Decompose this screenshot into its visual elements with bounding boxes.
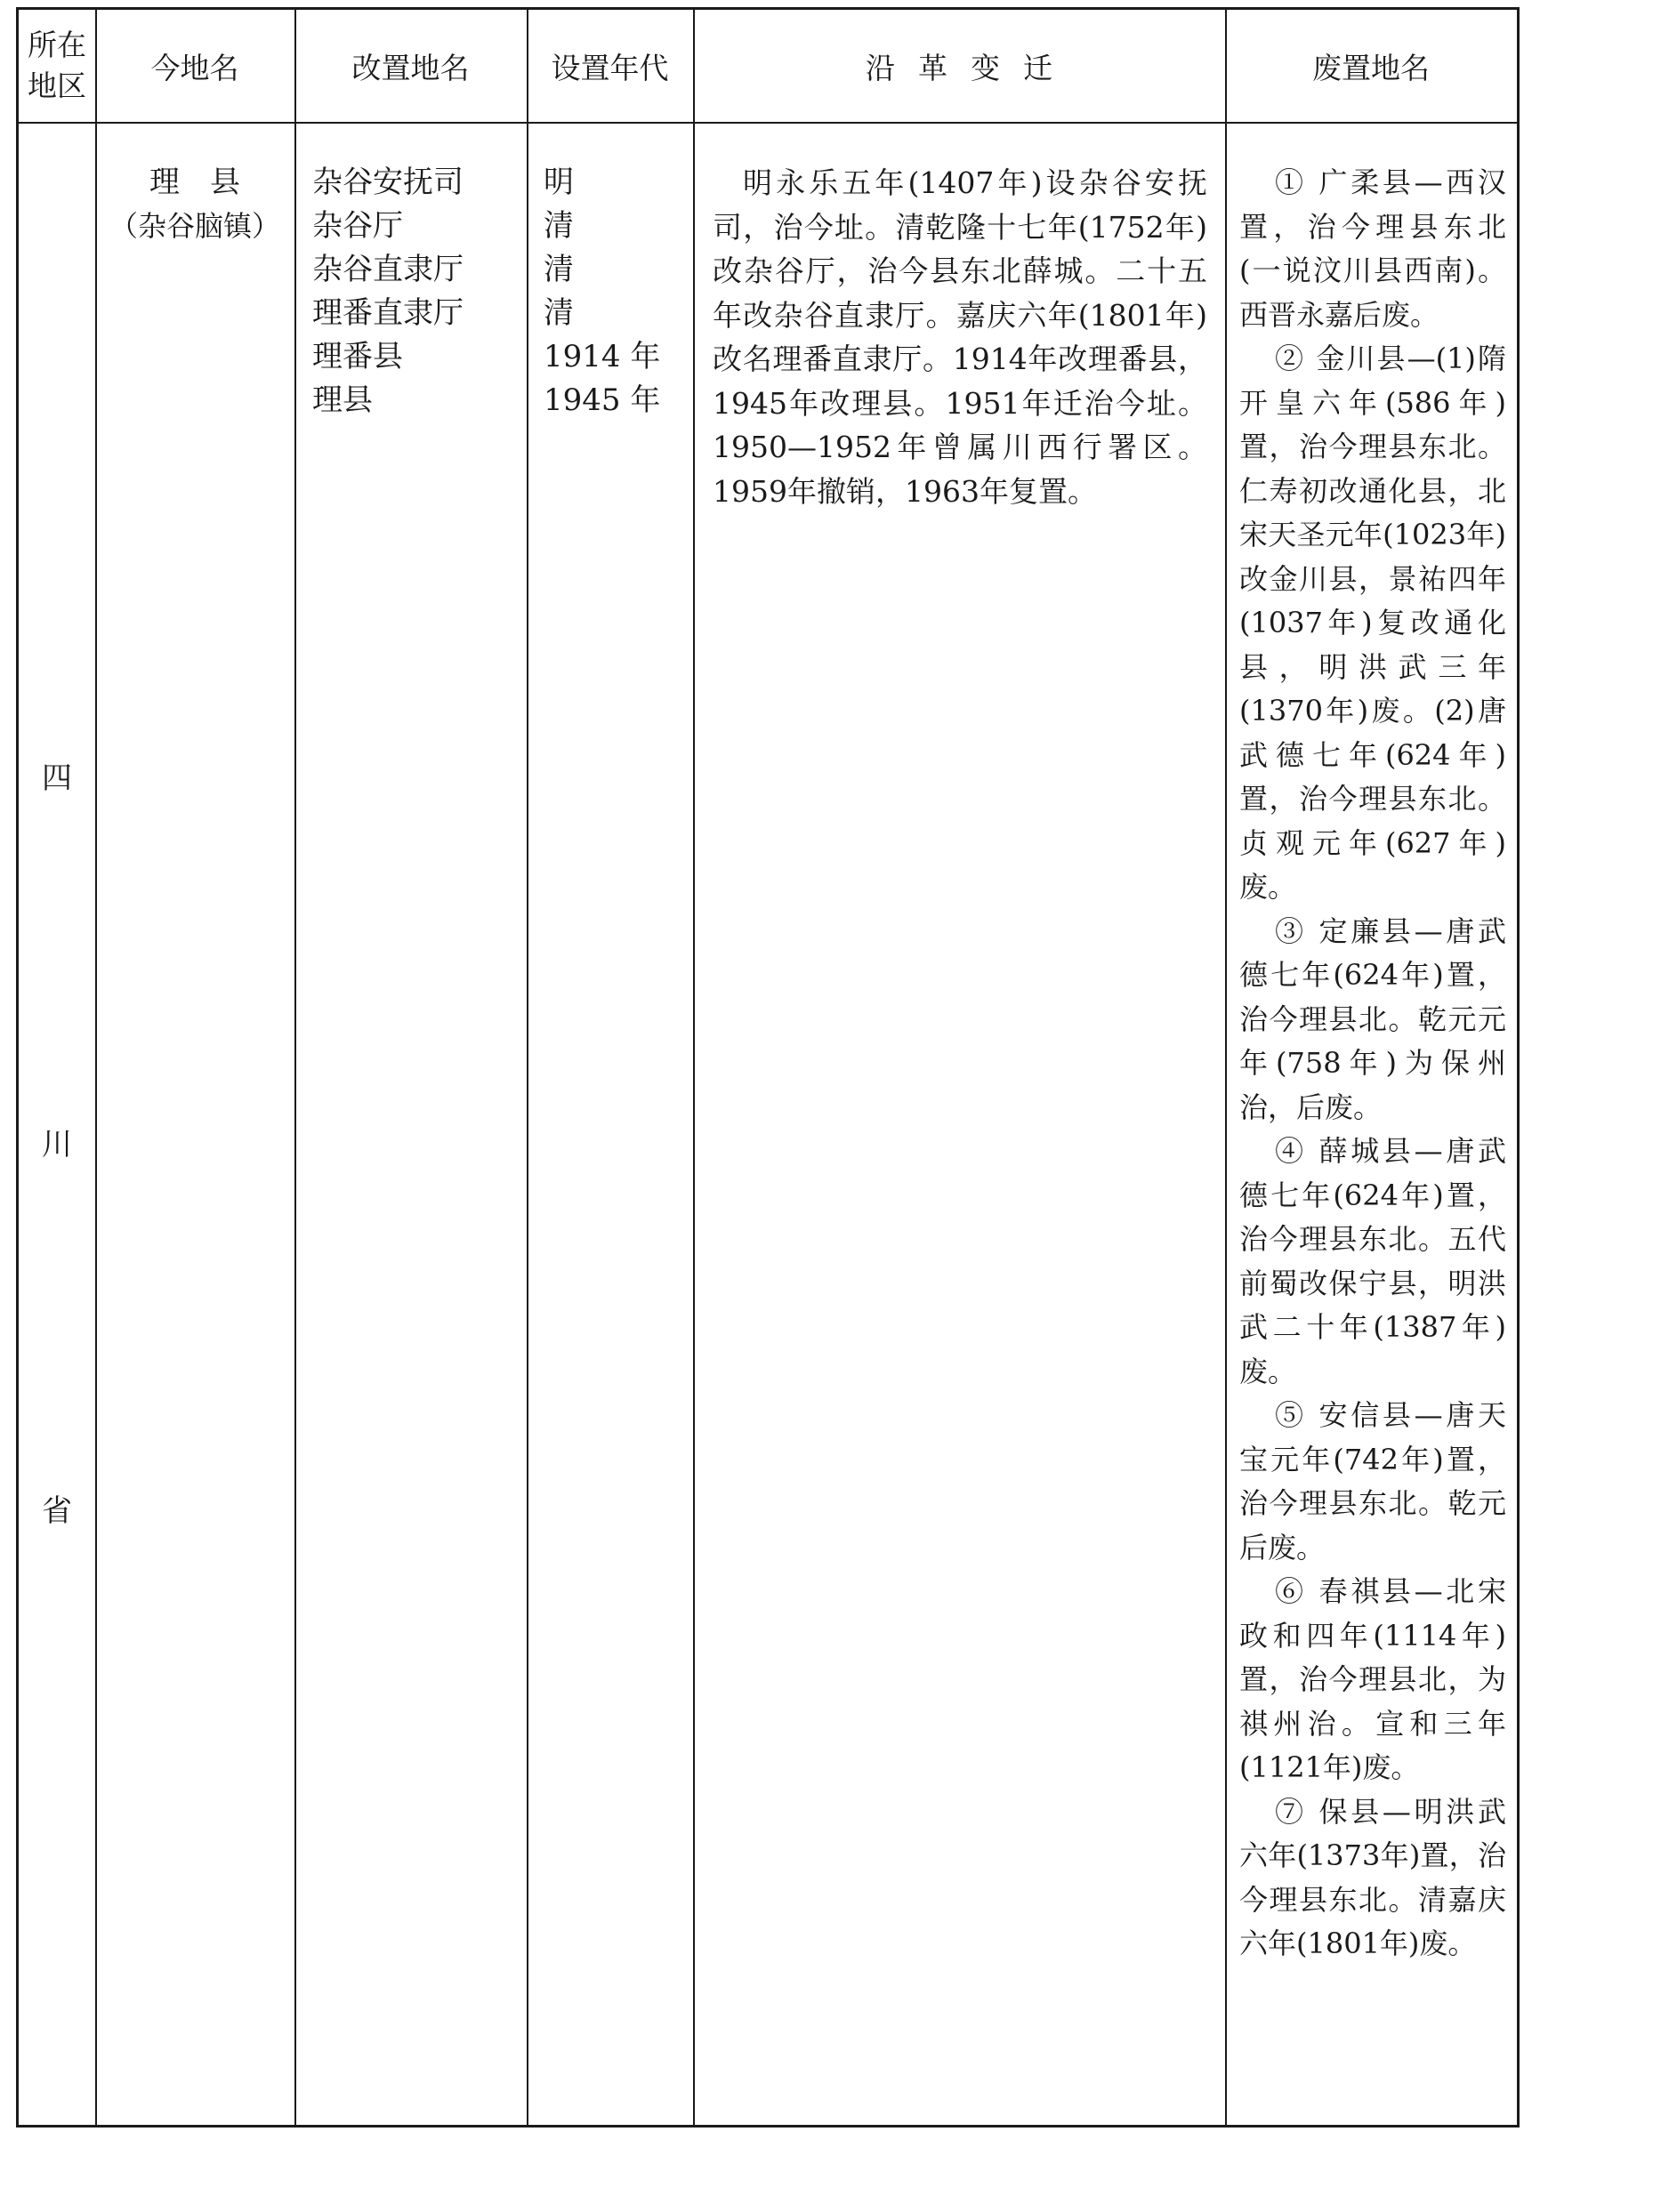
header-current-name: 今地名 — [150, 50, 239, 85]
header-region-line2: 地区 — [28, 68, 86, 103]
abolished-entry: ④ 薛城县—唐武德七年(624年)置，治今理县东北。五代前蜀改保宁县，明洪武二十年(1387年)废。 — [1239, 1134, 1506, 1388]
established-era: 明 — [544, 165, 574, 200]
column-divider — [693, 10, 695, 2125]
changed-name: 理县 — [312, 382, 373, 418]
header-changed-names: 改置地名 — [351, 50, 470, 85]
changed-name: 理番直隶厅 — [312, 295, 464, 331]
abolished-cell — [1239, 161, 1506, 1967]
abolished-entry: ① 广柔县—西汉置，治今理县东北(一说汶川县西南)。西晋永嘉后废。 — [1239, 165, 1506, 332]
abolished-entry: ⑤ 安信县—唐天宝元年(742年)置，治今理县东北。乾元后废。 — [1239, 1398, 1506, 1564]
changed-name: 杂谷厅 — [312, 208, 403, 244]
column-divider — [294, 10, 296, 2125]
abolished-entry: ③ 定廉县—唐武德七年(624年)置，治今理县北。乾元元年(758年)为保州治，后废。 — [1239, 913, 1506, 1124]
abolished-entry: ⑥ 春祺县—北宋政和四年(1114年)置，治今理县北，为祺州治。宣和三年(1121年)废。 — [1239, 1574, 1506, 1784]
header-history: 沿革变迁 — [866, 50, 1076, 85]
current-name-cell — [97, 161, 293, 248]
established-era: 1914 年 — [544, 339, 661, 374]
gazetteer-table — [16, 7, 1520, 2128]
header-abolished: 废置地名 — [1312, 50, 1430, 85]
header-region — [19, 10, 95, 122]
changed-name: 杂谷安抚司 — [312, 165, 464, 200]
region-char: 四 — [42, 760, 72, 796]
changed-name: 杂谷直隶厅 — [312, 252, 464, 287]
history-cell: 明永乐五年(1407年)设杂谷安抚司，治今址。清乾隆十七年(1752年)改杂谷厅，治今县东北薛城。二十五年改杂谷直隶厅。嘉庆六年(1801年)改名理番直隶厅。1914年改理番县，1945年改理县。1951年迁治今址。1950—1952年曾属川西行署区。1959年撤销，1963年复置。 — [713, 165, 1207, 509]
current-name-note: （杂谷脑镇） — [109, 209, 280, 243]
header-divider — [19, 122, 1517, 124]
changed-names-cell — [312, 161, 522, 422]
column-divider — [95, 10, 97, 2125]
established-era: 清 — [544, 252, 574, 287]
abolished-entry: ② 金川县—(1)隋开皇六年(586年)置，治今理县东北。仁寿初改通化县，北宋天圣元年(1023年)改金川县，景祐四年(1037年)复改通化县，明洪武三年(1370年)废。(2)唐武德七年(624年)置，治今理县东北。贞观元年(627年)废。 — [1239, 342, 1506, 904]
established-era: 清 — [544, 208, 574, 244]
established-era: 清 — [544, 295, 574, 331]
header-region-line1: 所在 — [28, 28, 86, 62]
established-era-cell — [544, 161, 689, 422]
established-era: 1945 年 — [544, 382, 661, 418]
abolished-entry: ⑦ 保县—明洪武六年(1373年)置，治今理县东北。清嘉庆六年(1801年)废。 — [1239, 1794, 1506, 1960]
column-divider — [527, 10, 528, 2125]
current-name: 理 县 — [149, 165, 240, 200]
column-divider — [1225, 10, 1227, 2125]
header-established-era: 设置年代 — [551, 50, 669, 85]
region-char: 川 — [42, 1127, 72, 1162]
changed-name: 理番县 — [312, 339, 403, 374]
region-char: 省 — [42, 1493, 72, 1529]
